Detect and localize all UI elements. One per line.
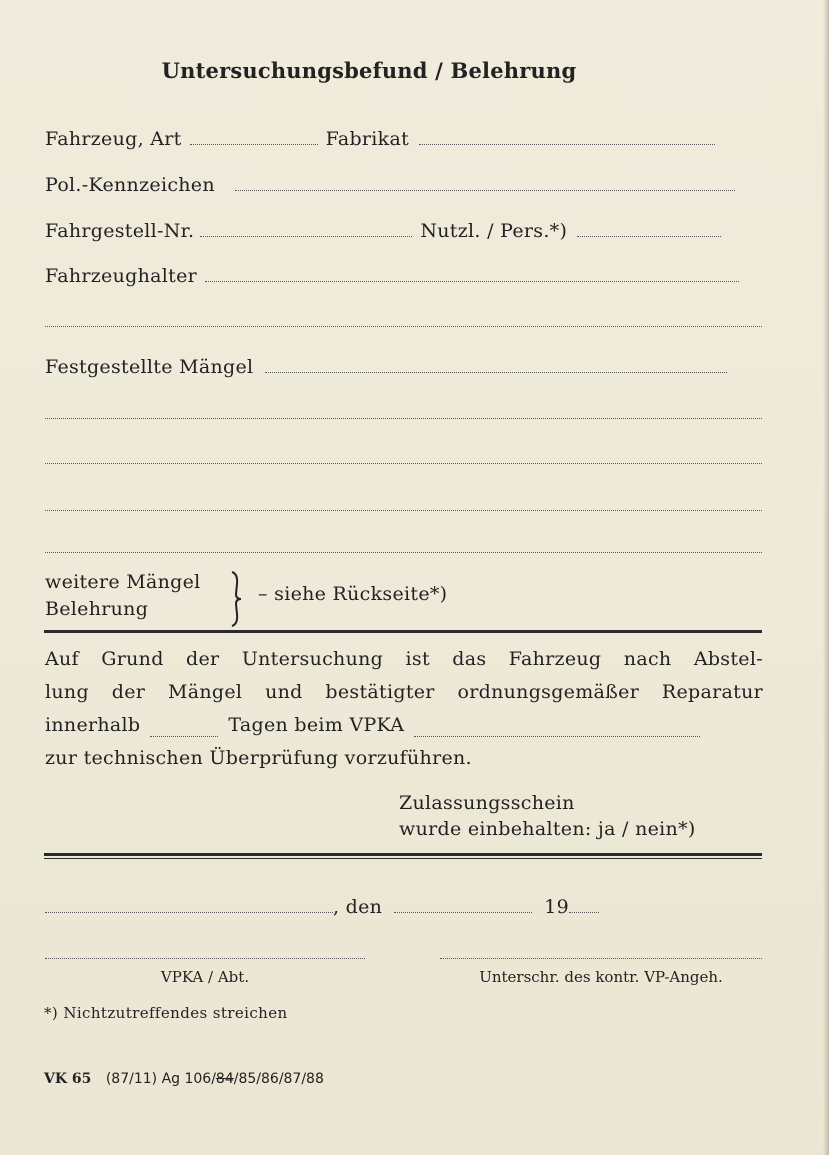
paragraph-word: nach (623, 648, 672, 670)
label-fahrzeughalter: Fahrzeughalter (45, 265, 197, 287)
paragraph-line-2 (45, 676, 763, 709)
paragraph-word: Grund (101, 648, 164, 670)
label-vpka-abt: VPKA / Abt. (160, 968, 250, 986)
belehrung-text: Belehrung (45, 598, 149, 620)
field-tage[interactable] (150, 736, 218, 737)
instruction-paragraph (45, 643, 763, 775)
paragraph-word: Untersuchung (241, 648, 384, 670)
label-unterschrift: Unterschr. des kontr. VP-Angeh. (479, 968, 723, 986)
label-maengel: Festgestellte Mängel (45, 356, 254, 378)
field-nutzl-pers[interactable] (577, 236, 721, 237)
zulassung-line-2 (399, 818, 696, 840)
label-nutzl-pers: Nutzl. / Pers.*) (420, 220, 568, 242)
paragraph-word: der (111, 681, 146, 703)
footnote: *) Nichtzutreffendes streichen (44, 1004, 288, 1022)
field-fahrzeughalter[interactable] (205, 281, 739, 282)
innerhalb-text: innerhalb (45, 714, 141, 736)
paragraph-word: Mängel (167, 681, 243, 703)
paragraph-word: Reparatur (661, 681, 763, 703)
footer-struck: 84 (215, 1071, 234, 1087)
field-maengel-line2[interactable] (45, 418, 762, 419)
label-fahrzeug-art: Fahrzeug, Art (45, 128, 182, 150)
row-fahrzeug (45, 128, 715, 150)
field-vpka-abt[interactable] (45, 958, 365, 959)
row-maengel (45, 356, 727, 378)
paragraph-word: bestätigter (325, 681, 435, 703)
field-jahr[interactable] (569, 912, 599, 913)
paragraph-word: der (186, 648, 220, 670)
paper-edge-shadow (823, 0, 829, 1155)
paragraph-word: das (452, 648, 487, 670)
paragraph-word: Fahrzeug (508, 648, 602, 670)
tage-vpka-text: Tagen beim VPKA (228, 714, 405, 736)
paragraph-word: lung (45, 681, 89, 703)
field-unterschrift[interactable] (440, 958, 762, 959)
weitere-maengel-text: weitere Mängel (45, 571, 201, 593)
zulassung-line-1 (399, 792, 575, 814)
siehe-rueckseite (258, 583, 447, 605)
footer-part-a: (87/11) Ag 106/ (105, 1071, 216, 1087)
curly-brace (228, 570, 244, 628)
form-footer (44, 1071, 324, 1087)
row-fahrzeughalter (45, 265, 739, 287)
row-fahrgestell (45, 220, 721, 242)
field-vpka[interactable] (414, 736, 700, 737)
zulassung-text-1: Zulassungsschein (399, 792, 575, 814)
label-belehrung (45, 598, 148, 620)
form-title: Untersuchungsbefund / Belehrung (161, 58, 577, 83)
field-fahrzeug-art[interactable] (190, 144, 318, 145)
paragraph-word: ordnungsgemäßer (457, 681, 640, 703)
field-fahrzeughalter-line2[interactable] (45, 326, 762, 327)
paragraph-word: Abstel- (693, 648, 763, 670)
label-kennzeichen: Pol.-Kennzeichen (45, 174, 215, 196)
divider-bottom-thick (44, 853, 762, 856)
paragraph-line-1 (45, 643, 763, 676)
field-maengel[interactable] (265, 372, 727, 373)
label-weitere-maengel (45, 571, 201, 593)
paragraph-word: und (265, 681, 303, 703)
field-kennzeichen[interactable] (235, 190, 735, 191)
zulassung-text-2: wurde einbehalten: ja / nein*) (399, 818, 696, 840)
divider-top (44, 630, 762, 633)
label-fabrikat: Fabrikat (325, 128, 410, 150)
paragraph-word: ist (405, 648, 430, 670)
paragraph-line-4 (45, 742, 763, 775)
row-date (45, 896, 599, 918)
siehe-text: – siehe Rückseite*) (258, 583, 448, 605)
den-text: , den (333, 896, 383, 918)
form-code: VK 65 (44, 1071, 92, 1087)
field-maengel-line4[interactable] (45, 510, 762, 511)
field-fahrgestell[interactable] (200, 236, 412, 237)
field-ort[interactable] (45, 912, 333, 913)
vorzufuehren-text: zur technischen Überprüfung vorzuführen. (45, 747, 472, 769)
paragraph-line-3 (45, 709, 763, 742)
paragraph-word: Auf (45, 648, 79, 670)
field-maengel-line5[interactable] (45, 552, 762, 553)
field-fabrikat[interactable] (419, 144, 715, 145)
label-fahrgestell: Fahrgestell-Nr. (45, 220, 195, 242)
divider-bottom-thin (44, 858, 762, 859)
row-kennzeichen (45, 174, 735, 196)
field-datum[interactable] (394, 912, 532, 913)
year-prefix: 19 (544, 896, 570, 918)
field-maengel-line3[interactable] (45, 463, 762, 464)
footer-part-b: /85/86/87/88 (233, 1071, 324, 1087)
